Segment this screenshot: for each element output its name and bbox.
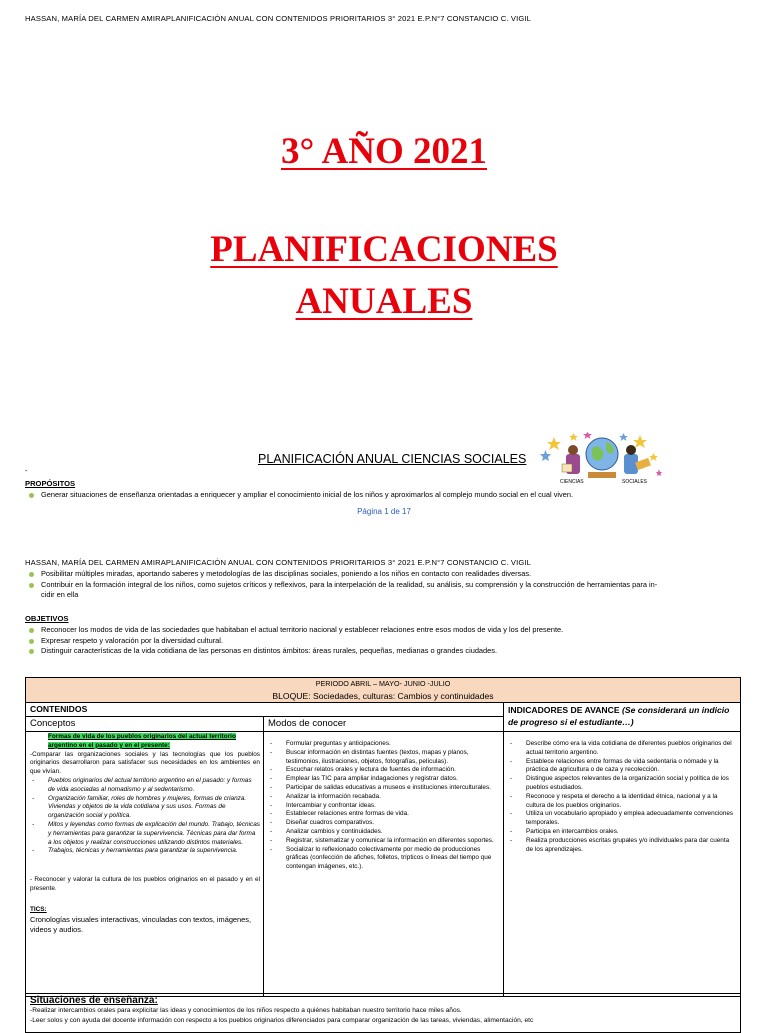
proposito-continuation: cidir en ella bbox=[41, 590, 79, 599]
illustration-caption-left: CIENCIAS bbox=[560, 479, 584, 485]
divider bbox=[263, 716, 264, 996]
list-item: - Distingue aspectos relevantes de la organización social y política de los pueblos estudiados. bbox=[508, 775, 736, 793]
list-item: - Formular preguntas y anticipaciones. bbox=[268, 740, 500, 749]
conceptos-list bbox=[30, 777, 260, 856]
situaciones-line2: -Leer solos y con ayuda del docente información con respecto a los pueblos originarios diferenciados para comparar organización de las tareas, viviendas, alimentación, etc bbox=[30, 1017, 534, 1024]
stray-dash: - bbox=[25, 468, 28, 475]
list-item: - Trabajos, técnicas y herramientas para garantizar la supervivencia. bbox=[30, 847, 260, 856]
conceptos-header: Conceptos bbox=[30, 718, 76, 729]
cover-title-line2: ANUALES bbox=[295, 281, 473, 322]
list-item: - Participa en intercambios orales. bbox=[508, 828, 736, 837]
running-header: HASSAN, MARÍA DEL CARMEN AMIRAPLANIFICACIÓN ANUAL CON CONTENIDOS PRIORITARIOS 3° 2021 E.P.N°7 CONSTANCIO C. VIGIL bbox=[25, 14, 532, 23]
conceptos-outro: - Reconocer y valorar la cultura de los pueblos originarios en el pasado y en el presente. bbox=[30, 876, 260, 892]
list-item: - Establecer relaciones entre formas de vida. bbox=[268, 810, 500, 819]
propositos-list-page1 bbox=[25, 490, 745, 501]
list-item: - Describe cómo era la vida cotidiana de diferentes pueblos originarios del actual territorio argentino. bbox=[508, 740, 736, 758]
illustration-caption-right: SOCIALES bbox=[622, 479, 648, 485]
indicadores-column bbox=[508, 740, 736, 854]
modos-column bbox=[268, 740, 500, 872]
modos-list bbox=[268, 740, 500, 872]
objetivos-list bbox=[25, 625, 745, 657]
contenidos-header: CONTENIDOS bbox=[30, 704, 88, 714]
list-item: - Intercambiar y confrontar ideas. bbox=[268, 802, 500, 811]
list-item: - Reconoce y respeta el derecho a la identidad étnica, nacional y a la cultura de los pueblos originarios. bbox=[508, 793, 736, 811]
divider bbox=[26, 716, 503, 717]
indicadores-header bbox=[508, 704, 736, 728]
cover-title-line1: PLANIFICACIONES bbox=[210, 229, 558, 270]
list-item: - Realiza producciones escritas grupales y/o individuales para dar cuenta de los aprendizajes. bbox=[508, 837, 736, 855]
list-item: - Analizar la información recabada. bbox=[268, 793, 500, 802]
ciencias-sociales-illustration bbox=[540, 432, 662, 488]
indicadores-list bbox=[508, 740, 736, 854]
list-item: Posibilitar múltiples miradas, aportando saberes y metodologías de las disciplinas sociales, poniendo a los niños en contacto con realidades diversas. bbox=[25, 569, 745, 580]
list-item: Generar situaciones de enseñanza orientadas a enriquecer y ampliar el conocimiento inicial de los niños y aproximarlos al complejo mundo social en el cual viven. bbox=[25, 490, 745, 501]
modos-header: Modos de conocer bbox=[268, 718, 347, 729]
planning-table bbox=[25, 677, 741, 997]
divider bbox=[26, 731, 740, 732]
list-item: - Pueblos originarios del actual territorio argentino en el pasado: y formas de vida asociadas al nomadismo y al sedentarismo. bbox=[30, 777, 260, 795]
divider bbox=[503, 702, 504, 996]
list-item: - Diseñar cuadros comparativos. bbox=[268, 819, 500, 828]
list-item: - Establece relaciones entre formas de vida sedentaria o nómade y la práctica de agricultura o de caza y recolección. bbox=[508, 758, 736, 776]
cover-year-title: 3° AÑO 2021 bbox=[281, 131, 487, 172]
conceptos-highlight: Formas de vida de los pueblos originarios del actual territorio argentino en el pasado y en el presente: bbox=[48, 733, 236, 749]
list-item: - Registrar, sistematizar y comunicar la información en diferentes soportes. bbox=[268, 837, 500, 846]
propositos-label: PROPÓSITOS bbox=[25, 479, 76, 488]
situaciones-label: Situaciones de enseñanza: bbox=[30, 995, 158, 1006]
list-item: - Participar de salidas educativas a museos e instituciones interculturales. bbox=[268, 784, 500, 793]
list-item: - Mitos y leyendas como formas de explicación del mundo. Trabajo, técnicas y herramientas para garantizar la supervivencia. Técnicas para dar forma a los objetos y realizar construcciones utilizando distintos materiales. bbox=[30, 821, 260, 847]
indicadores-note: (Se considerará un indicio de progreso si el estudiante…) bbox=[508, 705, 730, 727]
section-title: PLANIFICACIÓN ANUAL CIENCIAS SOCIALES bbox=[258, 452, 527, 466]
situaciones-box bbox=[25, 993, 741, 1033]
list-item: Contribuir en la formación integral de los niños, como sujetos críticos y reflexivos, para la interpelación de la realidad, su análisis, su comprensión y la construcción de herramientas para in- bbox=[25, 580, 745, 591]
objetivos-label: OBJETIVOS bbox=[25, 614, 69, 623]
bloque-row: BLOQUE: Sociedades, culturas: Cambios y continuidades bbox=[26, 690, 740, 703]
conceptos-column bbox=[30, 733, 260, 935]
situaciones-line1: -Realizar intercambios orales para explicitar las ideas y conocimientos de los niños respecto a quiénes habitaban nuestro territorio hace miles años. bbox=[30, 1007, 462, 1014]
list-item: Distinguir características de la vida cotidiana de las personas en distintos ámbitos: áreas rurales, pequeñas, medianas o grandes ciudades. bbox=[25, 646, 745, 657]
running-header-2: HASSAN, MARÍA DEL CARMEN AMIRAPLANIFICACIÓN ANUAL CON CONTENIDOS PRIORITARIOS 3° 2021 E.P.N°7 CONSTANCIO C. VIGIL bbox=[25, 558, 532, 567]
list-item: - Socializar lo reflexionado colectivamente por medio de producciones gráficas (confección de afiches, folletos, trípticos o líneas del tiempo que contengan imágenes, etc.). bbox=[268, 846, 500, 872]
period-row: PERIODO ABRIL – MAYO- JUNIO -JULIO bbox=[26, 678, 740, 691]
list-item: - Analizar cambios y continuidades. bbox=[268, 828, 500, 837]
list-item: - Organización familiar, roles de hombres y mujeres, formas de crianza. Viviendas y objetos de la vida cotidiana y sus usos. Formas de organización social y política. bbox=[30, 795, 260, 821]
list-item: Expresar respeto y valoración por la diversidad cultural. bbox=[25, 636, 745, 647]
indicadores-label: INDICADORES DE AVANCE bbox=[508, 705, 620, 715]
tics-label: TICS: bbox=[30, 905, 47, 913]
list-item: Reconocer los modos de vida de las sociedades que habitaban el actual territorio nacional y establecer relaciones entre esos modos de vida y los del presente. bbox=[25, 625, 745, 636]
list-item: - Emplear las TIC para ampliar indagaciones y registrar datos. bbox=[268, 775, 500, 784]
list-item: - Buscar información en distintas fuentes (textos, mapas y planos, testimonios, ilustraciones, objetos, fotografías, películas). bbox=[268, 749, 500, 767]
conceptos-intro: -Comparar las organizaciones sociales y las tecnologías que los pueblos originarios desarrollaron para satisfacer sus necesidades en los ambientes en que vivían. bbox=[30, 750, 260, 776]
list-item: - Escuchar relatos orales y lectura de fuentes de información. bbox=[268, 766, 500, 775]
tics-text: Cronologías visuales interactivas, vinculadas con textos, imágenes, videos y audios. bbox=[30, 914, 252, 934]
propositos-list-page2 bbox=[25, 569, 745, 590]
page-number: Página 1 de 17 bbox=[357, 507, 411, 516]
list-item: - Utiliza un vocabulario apropiado y emplea adecuadamente convenciones temporales. bbox=[508, 810, 736, 828]
